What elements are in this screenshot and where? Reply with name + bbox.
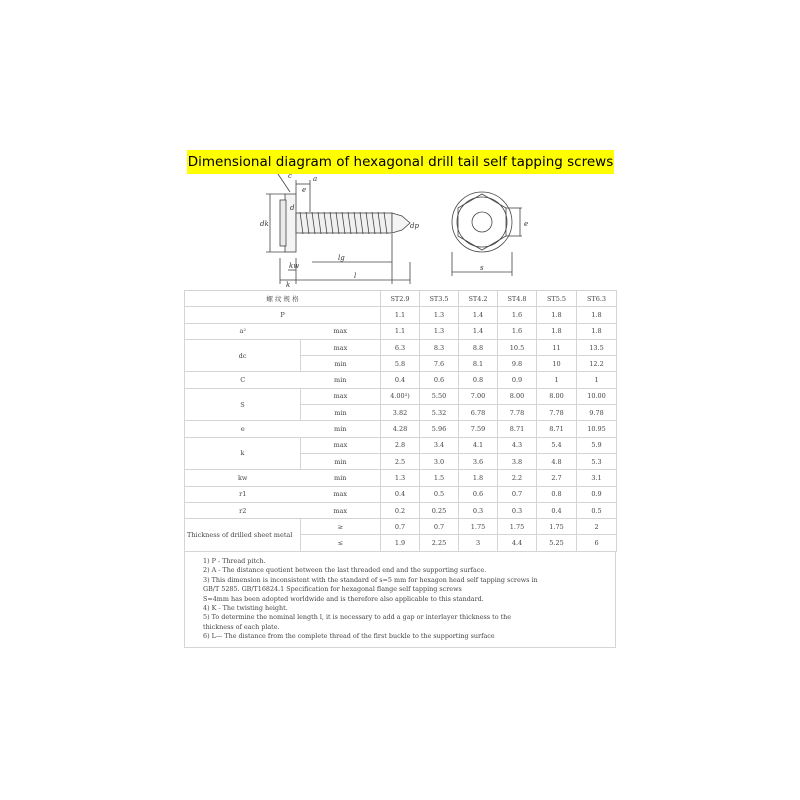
table-row: k max 2.8 3.4 4.1 4.3 5.4 5.9	[185, 437, 617, 453]
footnote-line: 2) A - The distance quotient between the last threaded end and the supporting surface.	[203, 566, 487, 575]
table-row: ≤ 1.9 2.25 3 4.4 5.25 6	[185, 535, 617, 551]
shank-circle	[472, 212, 492, 232]
table-row: min 3.82 5.32 6.78 7.78 7.78 9.78	[185, 405, 617, 421]
table-row: e min 4.28 5.96 7.59 8.71 8.71 10.95	[185, 421, 617, 437]
label-l: l	[354, 272, 357, 280]
table-row: Thickness of drilled sheet metal ≥ 0.7 0.7 1.75 1.75 1.75 2	[185, 519, 617, 535]
footnotes	[184, 552, 616, 648]
table-header-cell: ST3.5	[420, 291, 459, 307]
table-header-row	[185, 291, 617, 307]
screw-dimension-diagram	[250, 172, 550, 290]
label-lg: lg	[338, 254, 345, 262]
label-d: d	[290, 204, 295, 212]
footnote-line: 6) L--- The distance from the complete thread of the first buckle to the supporting surface	[203, 632, 495, 641]
table-header-cell: ST5.5	[537, 291, 577, 307]
screw-head-side	[285, 194, 296, 252]
footnote-line: S=4mm has been adopted worldwide and is therefore also applicable to this standard.	[203, 594, 484, 603]
screw-washer-side	[280, 200, 286, 246]
footnote-line: 4) K - The twisting height.	[203, 604, 288, 613]
footnote-line: 3) This dimension is inconsistent with the standard of s=5 mm for hexagon head self tapping screws in	[203, 575, 538, 584]
drill-tip	[392, 213, 410, 233]
washer-face-circle	[452, 192, 512, 252]
page-title	[187, 150, 614, 174]
table-row: min 5.8 7.6 8.1 9.8 10 12.2	[185, 356, 617, 372]
table-row: r1 max 0.4 0.5 0.6 0.7 0.8 0.9	[185, 486, 617, 502]
table-header-cell: ST4.8	[498, 291, 537, 307]
table-row: P 1.1 1.3 1.4 1.6 1.8 1.8	[185, 307, 617, 323]
footnote-line: 1) P - Thread pitch.	[203, 557, 266, 565]
label-e-end: e	[524, 220, 529, 228]
label-dk: dk	[260, 220, 269, 228]
table-header-cell: ST4.2	[459, 291, 498, 307]
label-e-side: e	[302, 186, 307, 194]
table-row: min 2.5 3.0 3.6 3.8 4.8 5.3	[185, 453, 617, 469]
title-text: Dimensional diagram of hexagonal drill tail self tapping screws	[187, 154, 614, 170]
label-k: k	[286, 281, 291, 289]
table-row: C min 0.4 0.6 0.8 0.9 1 1	[185, 372, 617, 388]
hex-outline	[458, 194, 506, 250]
table-row: a² max 1.1 1.3 1.4 1.6 1.8 1.8	[185, 323, 617, 339]
table-header-cell: ST6.3	[577, 291, 617, 307]
label-dp: dp	[410, 222, 419, 230]
table-row: S max 4.00³) 5.50 7.00 8.00 8.00 10.00	[185, 388, 617, 404]
table-row: dc max 6.3 8.3 8.8 10.5 11 13.5	[185, 339, 617, 355]
table-header-cell: ST2.9	[381, 291, 420, 307]
footnote-line: 5) To determine the nominal length l, it is necessary to add a gap or interlayer thickness to the	[203, 613, 512, 622]
table-row: kw min 1.3 1.5 1.8 2.2 2.7 3.1	[185, 470, 617, 486]
footnote-line: GB/T 5285. GB/T16824.1 Specification for hexagonal flange self tapping screws	[203, 585, 462, 594]
label-s: s	[480, 264, 484, 272]
footnote-line: thickness of each plate.	[203, 622, 280, 631]
table-row: r2 max 0.2 0.25 0.3 0.3 0.4 0.5	[185, 502, 617, 518]
label-c: c	[288, 172, 292, 180]
table-header-cell: 螺 纹 规 格	[185, 291, 381, 307]
label-a: a	[313, 175, 318, 183]
screw-shank	[296, 213, 392, 233]
label-kw: kw	[289, 262, 300, 270]
dimension-table	[184, 290, 617, 552]
